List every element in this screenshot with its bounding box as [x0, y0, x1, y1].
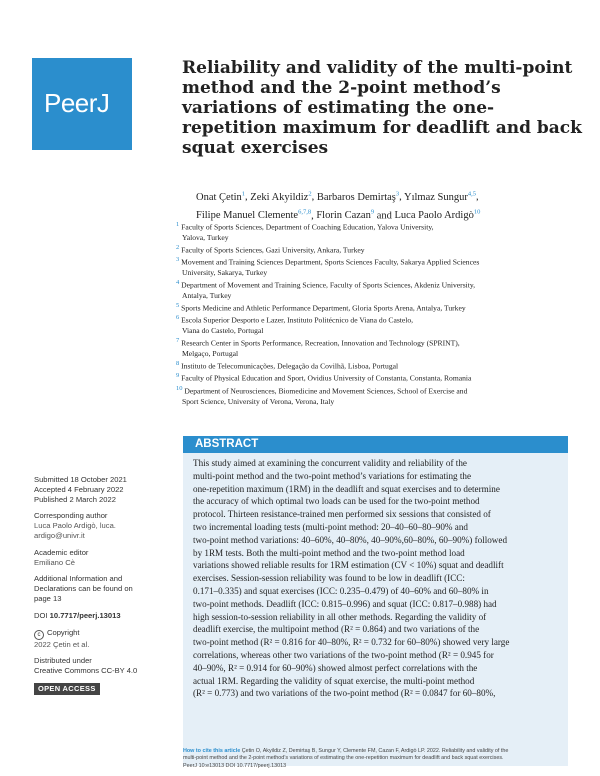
corresponding-email-link[interactable]: ardigo@univr.it — [34, 530, 85, 540]
abstract-heading: ABSTRACT — [183, 436, 568, 453]
how-to-cite: How to cite this article Çetin O, Akyildiz Z, Demirtaş B, Sungur Y, Clemente FM, Cazan F, Ardigò LP. 2022. Reliability and validity of the multi-point method and the 2-point method’s variations of estimating the one-repetition maximum for deadlift and back squat exercises. PeerJ 10:e13013 DOI 10.7717/peerj.13013 — [183, 748, 578, 770]
author[interactable]: Luca Paolo Ardigò$^{10}$ — [394, 208, 481, 221]
affiliation: $^5$ Sports Medicine and Athletic Performance Department, Gloria Sports Arena, Antalya, Turkey — [176, 301, 466, 313]
peerj-logo — [32, 58, 132, 150]
affiliation: $^6$ Escola Superior Desporto e Lazer, Instituto Politécnico de Viana do Castelo, Viana do Castelo, Portugal — [176, 314, 414, 336]
copyright-icon: c — [34, 630, 44, 640]
author[interactable]: Onat Çetin$^1$ — [196, 190, 246, 203]
affiliation: $^1$ Faculty of Sports Sciences, Department of Coaching Education, Yalova University, Yalova, Turkey — [176, 221, 434, 242]
affiliation-list — [176, 220, 586, 407]
academic-editor: Academic editor Emiliano Cè — [34, 547, 89, 567]
author[interactable]: Barbaros Demirtaş$^3$ — [316, 190, 400, 203]
dates: Submitted 18 October 2021 Accepted 4 February 2022 Published 2 March 2022 — [34, 475, 127, 504]
copyright: c Copyright 2022 Çetin et al. — [34, 627, 90, 649]
article-title: Reliability and validity of the multi-point method and the 2-point method’s variations of estimating the one-repetition maximum for deadlift and back squat exercises — [182, 58, 582, 158]
author[interactable]: Yılmaz Sungur$^{4,5}$ — [404, 190, 476, 203]
author[interactable]: Filipe Manuel Clemente$^{6,7,8}$ — [196, 208, 312, 221]
cite-label: How to cite this article — [183, 748, 241, 754]
corresponding-author: Corresponding author Luca Paolo Ardigò, luca. ardigo@univr.it — [34, 511, 174, 540]
abstract-box — [183, 436, 568, 766]
author-list: Onat Çetin$^1$, Zeki Akyildiz$^2$, Barbaros Demirtaş$^3$, Yılmaz Sungur$^{4,5}$, Filipe Manuel Clemente$^{6,7,8}$, Florin Cazan$^9$ and Luca Paolo Ardigò$^{10}$ — [196, 190, 481, 221]
doi: DOI 10.7717/peerj.13013 — [34, 610, 121, 620]
affiliation: $^8$ Instituto de Telecomunicações, Delegação da Covilhã, Lisboa, Portugal — [176, 359, 399, 371]
doi-link[interactable]: 10.7717/peerj.13013 — [49, 610, 121, 620]
affiliation: $^4$ Department of Movement and Training Science, Faculty of Sports Sciences, Akdeniz University, Antalya, Turkey — [176, 279, 476, 300]
authors-and: and — [376, 210, 392, 221]
license: Distributed under Creative Commons CC-BY 4.0 — [34, 656, 174, 676]
author[interactable]: Florin Cazan$^9$ — [316, 208, 375, 221]
affiliation: $^2$ Faculty of Sports Sciences, Gazi University, Ankara, Turkey — [176, 243, 365, 255]
affiliation: $^9$ Faculty of Physical Education and Sport, Ovidius University of Constanta, Constanta, Romania — [176, 372, 472, 383]
cite-doi-link[interactable]: PeerJ 10:e13013 DOI 10.7717/peerj.13013 — [183, 762, 287, 769]
affiliation: $^3$ Movement and Training Sciences Department, Sports Sciences Faculty, Sakarya Applied Sciences University, Sakarya, Turkey — [176, 256, 480, 277]
published-date: 2 March 2022 — [69, 494, 116, 504]
article-info-sidebar — [34, 475, 174, 702]
additional-info-link[interactable]: Additional Information and Declarations can be found on page 13 — [34, 574, 133, 603]
author[interactable]: Zeki Akyildiz$^2$ — [250, 190, 312, 203]
abstract-text: This study aimed at examining the concurrent validity and reliability of the multi-point method and the two-point method’s variations for estimating the one-repetition maximum (1RM) in the deadlift and squat exercises and to determine the accuracy of which optimal two loads can be used for the two-point method protocol. Thirteen resistance-trained men performed six sessions that consisted of two incremental loading tests (multi-point method: 20–40–60–80–90% and two-point method variations: 40–60%, 40–80%, 40–90%,60–80%, 60–90%) followed by 1RM tests. Both the multi-point method and the two-point method load variations showed reliable results for 1RM estimation (CV < 10%) squat and deadlift exercises. Session-session reliability was found to be low in deadlift (ICC: 0.171–0.335) and squat exercises (ICC: 0.235–0.479) of 40–60% and 60–80% in two-point methods. Deadlift (ICC: 0.815–0.996) and squat (ICC: 0.817–0.988) had high session-to-session reliability in all other methods. Regarding the validity of deadlift exercise, the multipoint method (R² = 0.864) and two variations of the two-point method (R² = 0.816 for 40–80%, R² = 0.732 for 60–80%) showed very large correlations, whereas other two variations of the two-point method (R² = 0.945 for 40–90%, R² = 0.914 for 60–90%) showed almost perfect correlations with the actual 1RM. Regarding the validity of squat exercise, the multi-point method (R² = 0.773) and two variations of the two-point method (R² = 0.0847 for 60–80%, — [193, 458, 510, 699]
logo-text: PeerJ — [44, 88, 110, 118]
open-access-badge: OPEN ACCESS — [34, 683, 100, 695]
accepted-date: 4 February 2022 — [67, 484, 124, 494]
submitted-date: 18 October 2021 — [70, 475, 127, 484]
license-link[interactable]: Creative Commons CC-BY 4.0 — [34, 666, 138, 676]
affiliation: $^7$ Research Center in Sports Performance, Recreation, Innovation and Technology (SPRINT), Melgaço, Portugal — [176, 337, 460, 358]
affiliation: $^{10}$ Department of Neurosciences, Biomedicine and Movement Sciences, School of Exercise and Sport Science, University of Verona, Verona, Italy — [176, 385, 468, 406]
